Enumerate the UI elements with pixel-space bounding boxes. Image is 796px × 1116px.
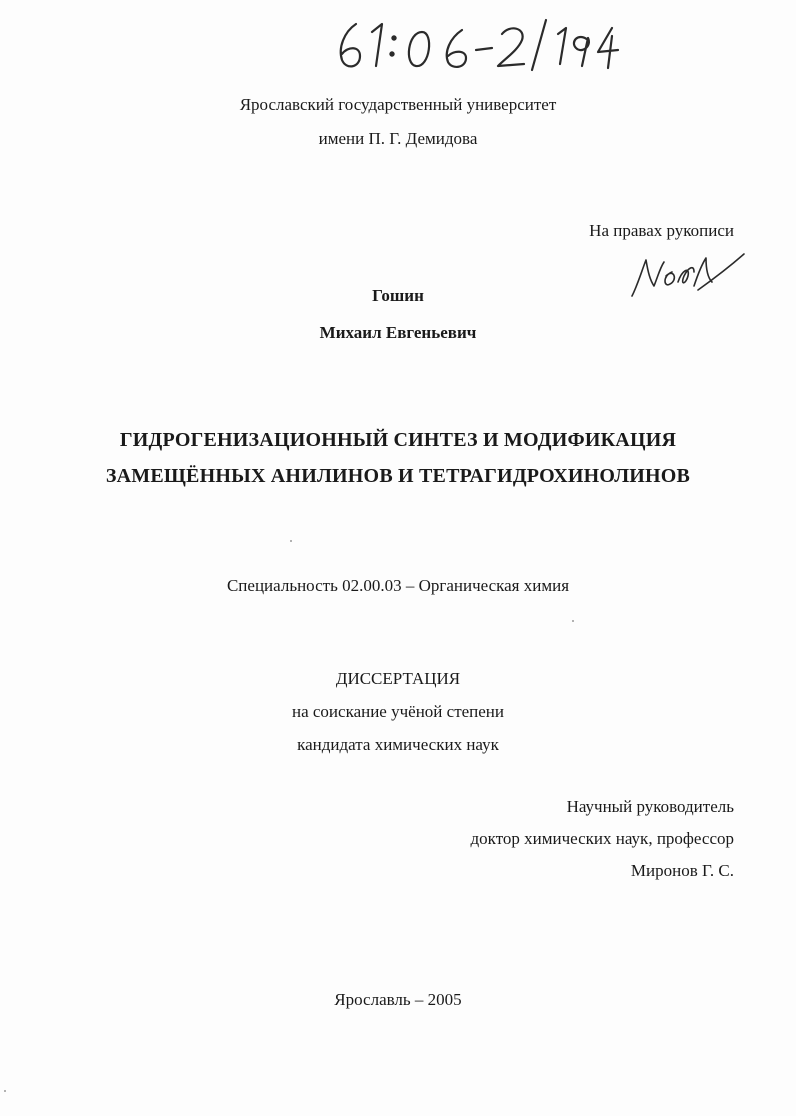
scan-speck [290,540,292,542]
supervisor-name: Миронов Г. С. [630,861,734,880]
thesis-title-line-2: ЗАМЕЩЁННЫХ АНИЛИНОВ И ТЕТРАГИДРОХИНОЛИНОВ [105,465,691,487]
handwritten-archive-number [326,10,626,80]
author-given-names: Михаил Евгеньевич [319,323,477,342]
author-surname: Гошин [372,286,424,305]
dissertation-degree-line-1: на соискание учёной степени [291,702,505,721]
supervisor-label: Научный руководитель [566,797,734,816]
scan-speck [572,620,574,622]
dissertation-heading: ДИССЕРТАЦИЯ [335,669,461,688]
specialty-line: Специальность 02.00.03 – Органическая химия [226,576,570,595]
city-year: Ярославль – 2005 [334,990,462,1009]
thesis-title-line-1: ГИДРОГЕНИЗАЦИОННЫЙ СИНТЕЗ И МОДИФИКАЦИЯ [119,429,677,451]
scan-speck [4,1090,6,1092]
university-line-2: имени П. Г. Демидова [318,129,478,148]
supervisor-degree: доктор химических наук, профессор [470,829,734,848]
dissertation-degree-line-2: кандидата химических наук [297,735,499,754]
university-line-1: Ярославский государственный университет [239,95,557,114]
rights-label: На правах рукописи [589,221,734,240]
